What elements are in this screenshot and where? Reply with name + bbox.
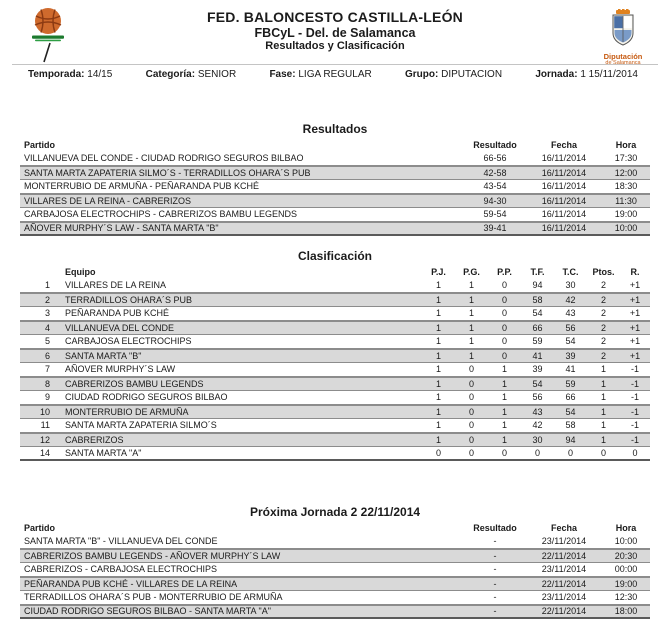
team-name: SANTA MARTA ZAPATERIA SILMO´S <box>65 420 217 430</box>
col-resultado: Resultado <box>473 139 517 150</box>
meta-item <box>535 69 638 80</box>
col-hora: Hora <box>615 522 637 533</box>
meta-label: Jornada: <box>535 69 578 80</box>
match-score: 39-41 <box>483 223 507 233</box>
team-rank: 7 <box>44 364 50 374</box>
standing-row <box>20 377 650 391</box>
team-name: CARBAJOSA ELECTROCHIPS <box>65 336 192 346</box>
team-rank: 2 <box>44 294 50 305</box>
points: 0 <box>600 447 606 458</box>
points-against: 41 <box>565 364 576 374</box>
match-time: 12:30 <box>614 592 638 602</box>
games-won: 0 <box>468 420 474 430</box>
meta-value: SENIOR <box>197 69 237 80</box>
col-tf: T.F. <box>530 266 545 277</box>
results-rows <box>20 152 650 236</box>
games-played: 1 <box>435 350 441 361</box>
games-lost: 0 <box>501 447 507 458</box>
team-name: TERRADILLOS OHARA´S PUB <box>65 294 193 305</box>
col-r: R. <box>630 266 640 277</box>
match-time: 19:00 <box>614 209 638 219</box>
match-score: - <box>493 592 497 602</box>
fixture-row <box>20 549 650 563</box>
team-name: SANTA MARTA "A" <box>65 447 142 458</box>
games-won: 1 <box>468 350 474 361</box>
games-lost: 1 <box>501 420 507 430</box>
meta-item <box>405 69 502 80</box>
points-for: 59 <box>532 336 543 346</box>
results-header-row <box>20 138 650 152</box>
salamanca-label: de Salamanca <box>605 59 641 66</box>
games-played: 1 <box>435 406 441 417</box>
standing-row <box>20 307 650 321</box>
season-info-bar <box>12 64 658 86</box>
points-for: 39 <box>532 364 543 374</box>
points: 2 <box>600 294 606 305</box>
points-for: 41 <box>532 350 543 361</box>
results-table <box>20 138 650 236</box>
match-name: AÑOVER MURPHY´S LAW - SANTA MARTA "B" <box>24 223 219 233</box>
team-rank: 11 <box>40 420 50 430</box>
games-lost: 1 <box>501 364 507 374</box>
match-score: - <box>493 578 497 589</box>
games-won: 1 <box>468 336 474 346</box>
points-for: 30 <box>532 434 543 445</box>
match-date: 16/11/2014 <box>541 153 587 163</box>
points-against: 56 <box>565 322 576 333</box>
points-for: 58 <box>532 294 543 305</box>
match-name: VILLANUEVA DEL CONDE - CIUDAD RODRIGO SEGUROS BILBAO <box>24 153 304 163</box>
streak: -1 <box>630 364 639 374</box>
match-time: 17:30 <box>614 153 638 163</box>
streak: +1 <box>629 308 641 318</box>
points-against: 59 <box>565 378 576 389</box>
match-time: 00:00 <box>614 564 638 574</box>
col-pg: P.G. <box>463 266 480 277</box>
streak: -1 <box>630 378 639 389</box>
games-lost: 1 <box>501 434 507 445</box>
next-round-title: Próxima Jornada 2 22/11/2014 <box>249 505 421 519</box>
points-for: 42 <box>532 420 543 430</box>
match-date: 16/11/2014 <box>541 181 587 191</box>
games-played: 1 <box>435 322 441 333</box>
coat-of-arms-icon <box>610 9 636 47</box>
games-won: 0 <box>468 364 474 374</box>
games-lost: 0 <box>501 280 507 290</box>
points-against: 39 <box>565 350 576 361</box>
standings-table <box>20 265 650 461</box>
col-pp: P.P. <box>497 266 512 277</box>
standing-row <box>20 363 650 377</box>
standing-row <box>20 391 650 405</box>
streak: -1 <box>630 406 639 417</box>
col-hora: Hora <box>615 139 637 150</box>
col-ptos: Ptos. <box>592 266 615 277</box>
points-against: 54 <box>565 406 576 417</box>
match-score: 59-54 <box>483 209 507 219</box>
points: 2 <box>600 280 606 290</box>
games-played: 1 <box>435 280 441 290</box>
col-partido: Partido <box>24 139 56 150</box>
games-lost: 0 <box>501 336 507 346</box>
standings-title: Clasificación <box>297 249 373 263</box>
fixture-row <box>20 563 650 577</box>
standings-header-row <box>20 265 650 279</box>
match-time: 11:30 <box>615 195 637 206</box>
games-won: 1 <box>468 308 474 318</box>
match-date: 23/11/2014 <box>541 536 587 546</box>
match-score: 42-58 <box>483 167 507 178</box>
streak: +1 <box>629 322 641 333</box>
games-lost: 1 <box>501 392 507 402</box>
team-rank: 14 <box>39 447 50 458</box>
standing-row <box>20 293 650 307</box>
team-rank: 5 <box>44 336 50 346</box>
points: 1 <box>600 420 606 430</box>
team-name: VILLANUEVA DEL CONDE <box>65 322 175 333</box>
team-name: VILLARES DE LA REINA <box>65 280 167 290</box>
match-date: 22/11/2014 <box>541 578 587 589</box>
points: 2 <box>600 322 606 333</box>
federation-title: FED. BALONCESTO CASTILLA-LEÓN <box>207 9 463 25</box>
team-rank: 4 <box>44 322 50 333</box>
col-fecha: Fecha <box>550 522 577 533</box>
match-name: MONTERRUBIO DE ARMUÑA - PEÑARANDA PUB KCHÉ <box>24 181 260 191</box>
match-name: CIUDAD RODRIGO SEGUROS BILBAO - SANTA MARTA "A" <box>24 606 271 616</box>
meta-item <box>269 69 371 80</box>
standing-row <box>20 419 650 433</box>
standing-row <box>20 405 650 419</box>
team-rank: 10 <box>39 406 50 417</box>
meta-label: Grupo: <box>405 69 439 80</box>
games-played: 1 <box>435 294 441 305</box>
fbcyl-basketball-logo <box>26 6 70 69</box>
match-time: 19:00 <box>614 578 638 589</box>
meta-item <box>146 69 237 80</box>
games-won: 0 <box>468 434 474 445</box>
points: 2 <box>600 308 606 318</box>
points-against: 54 <box>565 336 576 346</box>
standings-rows <box>20 279 650 461</box>
next-round-header-row <box>20 521 650 535</box>
meta-value: LIGA REGULAR <box>298 69 372 80</box>
match-name: CABRERIZOS - CARBAJOSA ELECTROCHIPS <box>24 564 218 574</box>
games-won: 0 <box>468 378 474 389</box>
team-name: CABRERIZOS BAMBU LEGENDS <box>65 378 204 389</box>
match-date: 16/11/2014 <box>541 167 587 178</box>
standing-row <box>20 279 650 293</box>
match-date: 16/11/2014 <box>541 223 587 233</box>
match-name: VILLARES DE LA REINA - CABRERIZOS <box>24 195 192 206</box>
match-date: 23/11/2014 <box>541 564 587 574</box>
col-fecha: Fecha <box>550 139 577 150</box>
games-played: 1 <box>435 308 441 318</box>
points: 2 <box>600 350 606 361</box>
games-lost: 1 <box>501 406 507 417</box>
match-name: SANTA MARTA "B" - VILLANUEVA DEL CONDE <box>24 536 218 546</box>
match-time: 10:00 <box>614 223 638 233</box>
team-rank: 6 <box>44 350 50 361</box>
games-lost: 1 <box>501 378 507 389</box>
games-lost: 0 <box>501 294 507 305</box>
games-played: 1 <box>435 364 441 374</box>
points-for: 43 <box>532 406 543 417</box>
games-lost: 0 <box>501 322 507 333</box>
match-date: 23/11/2014 <box>541 592 587 602</box>
games-lost: 0 <box>501 350 507 361</box>
result-row <box>20 152 650 166</box>
result-row <box>20 222 650 236</box>
team-rank: 3 <box>44 308 50 318</box>
points-against: 58 <box>565 420 576 430</box>
match-date: 16/11/2014 <box>541 195 587 206</box>
games-played: 1 <box>435 336 441 346</box>
result-row <box>20 208 650 222</box>
match-name: PEÑARANDA PUB KCHÉ - VILLARES DE LA REINA <box>24 578 238 589</box>
standing-row <box>20 349 650 363</box>
streak: -1 <box>630 420 639 430</box>
col-resultado: Resultado <box>473 522 517 533</box>
match-name: CABRERIZOS BAMBU LEGENDS - AÑOVER MURPHY´S LAW <box>24 550 281 561</box>
col-tc: T.C. <box>562 266 579 277</box>
streak: -1 <box>630 392 639 402</box>
team-name: MONTERRUBIO DE ARMUÑA <box>65 406 189 417</box>
streak: 0 <box>632 447 638 458</box>
result-row <box>20 180 650 194</box>
match-score: - <box>493 550 497 561</box>
points-for: 94 <box>532 280 543 290</box>
team-name: CIUDAD RODRIGO SEGUROS BILBAO <box>65 392 228 402</box>
meta-item <box>28 69 112 80</box>
match-name: SANTA MARTA ZAPATERIA SILMO´S - TERRADILLOS OHARA´S PUB <box>24 167 311 178</box>
match-score: 66-56 <box>483 153 507 163</box>
meta-label: Temporada: <box>28 69 85 80</box>
games-won: 1 <box>468 280 474 290</box>
diputacion-logo <box>594 9 652 66</box>
fixture-row <box>20 535 650 549</box>
games-played: 1 <box>435 392 441 402</box>
games-won: 1 <box>468 294 474 305</box>
points-against: 43 <box>565 308 576 318</box>
col-partido: Partido <box>24 522 56 533</box>
games-played: 0 <box>435 447 441 458</box>
games-won: 1 <box>468 322 474 333</box>
standing-row <box>20 321 650 335</box>
points: 1 <box>600 378 606 389</box>
col-equipo: Equipo <box>65 266 96 277</box>
match-name: TERRADILLOS OHARA´S PUB - MONTERRUBIO DE ARMUÑA <box>24 592 283 602</box>
team-name: SANTA MARTA "B" <box>65 350 142 361</box>
points-against: 0 <box>567 447 573 458</box>
match-score: 43-54 <box>483 181 507 191</box>
points-against: 94 <box>565 434 576 445</box>
match-name: CARBAJOSA ELECTROCHIPS - CABRERIZOS BAMBU LEGENDS <box>24 209 298 219</box>
fixture-row <box>20 577 650 591</box>
fixture-row <box>20 591 650 605</box>
games-lost: 0 <box>501 308 507 318</box>
page-header <box>0 0 670 64</box>
standing-row <box>20 447 650 461</box>
points-against: 66 <box>565 392 576 402</box>
meta-label: Categoría: <box>145 69 196 80</box>
match-score: - <box>493 536 497 546</box>
streak: +1 <box>629 336 641 346</box>
match-time: 18:00 <box>614 606 638 616</box>
meta-value: DIPUTACION <box>441 69 503 80</box>
points-against: 30 <box>565 280 576 290</box>
match-time: 18:30 <box>614 181 638 191</box>
standing-row <box>20 433 650 447</box>
match-date: 16/11/2014 <box>541 209 587 219</box>
points: 1 <box>600 364 606 374</box>
team-name: CABRERIZOS <box>65 434 124 445</box>
team-rank: 12 <box>39 434 50 445</box>
team-rank: 1 <box>44 280 50 290</box>
games-played: 1 <box>435 434 441 445</box>
team-name: AÑOVER MURPHY´S LAW <box>65 364 176 374</box>
team-rank: 9 <box>44 392 50 402</box>
points: 2 <box>600 336 606 346</box>
games-won: 0 <box>468 406 474 417</box>
games-played: 1 <box>435 420 441 430</box>
next-round-rows <box>20 535 650 619</box>
result-row <box>20 166 650 180</box>
match-score: 94-30 <box>483 195 507 206</box>
result-row <box>20 194 650 208</box>
match-time: 10:00 <box>614 536 638 546</box>
next-round-table <box>20 521 650 619</box>
points-against: 42 <box>565 294 576 305</box>
games-played: 1 <box>435 378 441 389</box>
team-rank: 8 <box>44 378 50 389</box>
streak: -1 <box>630 434 639 445</box>
match-score: - <box>493 564 497 574</box>
meta-value: 1 15/11/2014 <box>580 69 638 80</box>
page-subtitle: Resultados y Clasificación <box>265 40 405 52</box>
points-for: 54 <box>532 378 543 389</box>
points-for: 66 <box>532 322 543 333</box>
games-won: 0 <box>468 392 474 402</box>
match-time: 12:00 <box>614 167 638 178</box>
results-title: Resultados <box>302 122 368 136</box>
points-for: 54 <box>532 308 543 318</box>
points: 1 <box>600 406 606 417</box>
match-date: 22/11/2014 <box>541 550 587 561</box>
team-name: PEÑARANDA PUB KCHÉ <box>65 308 170 318</box>
standing-row <box>20 335 650 349</box>
header-titles <box>0 0 670 52</box>
meta-label: Fase: <box>269 69 296 80</box>
points-for: 56 <box>532 392 543 402</box>
delegation-title: FBCyL - Del. de Salamanca <box>254 26 416 40</box>
games-won: 0 <box>468 447 474 458</box>
points: 1 <box>600 392 606 402</box>
streak: +1 <box>629 294 641 305</box>
meta-value: 14/15 <box>87 69 113 80</box>
streak: +1 <box>629 350 641 361</box>
match-time: 20:30 <box>614 550 638 561</box>
match-score: - <box>493 606 497 616</box>
fixture-row <box>20 605 650 619</box>
points-for: 0 <box>534 447 540 458</box>
streak: +1 <box>629 280 641 290</box>
basketball-logo-icon <box>26 6 70 64</box>
points: 1 <box>600 434 606 445</box>
diputacion-label: Diputación <box>603 51 643 61</box>
col-pj: P.J. <box>431 266 446 277</box>
match-date: 22/11/2014 <box>541 606 587 616</box>
